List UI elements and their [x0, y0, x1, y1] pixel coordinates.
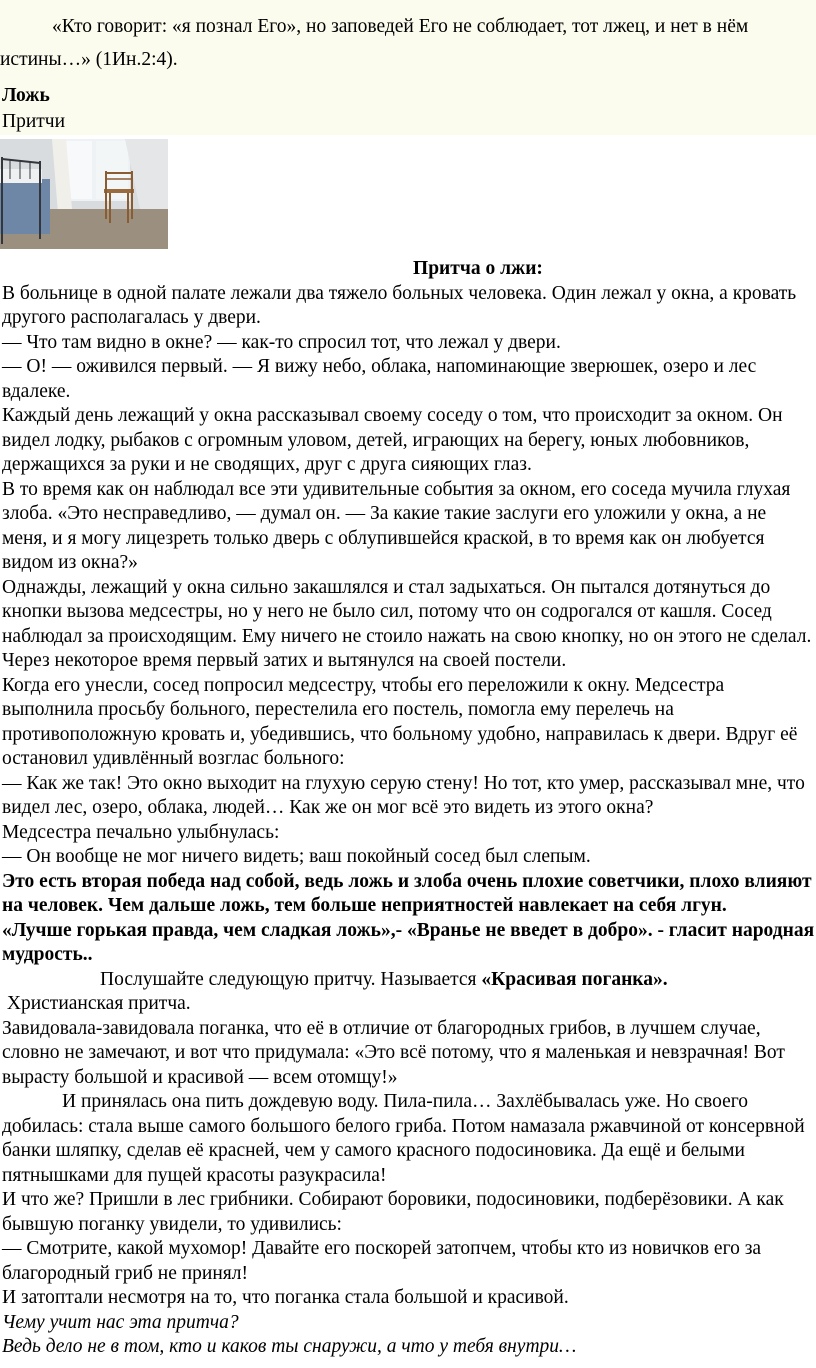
parable2-paragraph: И затоптали несмотря на то, что поганка стала большой и красивой.: [2, 1287, 569, 1308]
parable2-paragraph: Завидовала-завидовала поганка, что её в отличие от благородных грибов, в лучшем случае, словно не замечают, и вот что придумала: «Это всё потому, что я маленькая и невзрачная! Вот вырасту большой и красивой — всем отомщу!»: [2, 1017, 785, 1088]
heading-lie: Ложь: [2, 85, 50, 106]
parable1-paragraph: Когда его унесли, сосед попросил медсестру, чтобы его переложили к окну. Медсестра выполнила просьбу больного, перестелила его постель, помогла ему перелечь на противоположную кровать и, убедившись, что больному удобно, направилась к двери. Вдруг её остановил удивлённый возглас больного:: [2, 674, 798, 769]
parable2-intro: [0, 968, 816, 993]
parable1-moral: Это есть вторая победа над собой, ведь ложь и злоба очень плохие советчики, плохо влияют на человек. Чем дальше ложь, тем больше неприятностей навлекает на себя лгун.: [2, 870, 812, 916]
parable1-paragraph: — Как же так! Это окно выходит на глухую серую стену! Но тот, кто умер, рассказывал мне, что видел лес, озеро, облака, людей… Как же он мог всё это видеть из этого окна?: [2, 772, 805, 818]
folk-proverb: «Лучше горькая правда, чем сладкая ложь»,- «Вранье не введет в добро». - гласит народная мудрость..: [2, 919, 815, 965]
parable1-paragraph: Однажды, лежащий у окна сильно закашлялся и стал задыхаться. Он пытался дотянуться до кнопки вызова медсестры, но у него не было сил, потому что он содрогался от кашля. Сосед наблюдал за происходящим. Ему ничего не стоило нажать на свою кнопку, но он этого не сделал.: [2, 576, 812, 647]
epigraph-block: [0, 0, 816, 135]
parable2-paragraph: И принялась она пить дождевую воду. Пила-пила… Захлёбывалась уже. Но своего добилась: стала выше самого большого белого гриба. Потом намазала ржавчиной от консервной банки шляпку, сделав её красней, чем у самого красного подосиновика. Да ещё и белыми пятнышками для пущей красоты разукрасила!: [2, 1091, 805, 1186]
parable1-paragraph: — Он вообще не мог ничего видеть; ваш покойный сосед был слепым.: [2, 846, 591, 867]
parable2-body: [0, 968, 816, 1360]
parable2-subtitle: Христианская притча.: [2, 993, 191, 1014]
category-label: Притчи: [2, 111, 66, 132]
parable2-question: Чему учит нас эта притча?: [2, 1311, 239, 1333]
parable1-paragraph: В больнице в одной палате лежали два тяжело больных человека. Один лежал у окна, а кровать другого располагалась у двери.: [2, 282, 797, 328]
parable1-paragraph: Медсестра печально улыбнулась:: [2, 821, 280, 843]
hospital-room-illustration: [0, 139, 168, 249]
parable2-title: «Красивая поганка».: [481, 968, 668, 990]
parable1-paragraph: Каждый день лежащий у окна рассказывал своему соседу о том, что происходит за окном. Он видел лодку, рыбаков с огромным уловом, детей, играющих на берегу, юных любовников, держащихся за руки и не сводящих, друг с друга сияющих глаз.: [2, 405, 783, 475]
parable2-answer: Ведь дело не в том, кто и каков ты снаружи, а что у тебя внутри…: [2, 1336, 577, 1357]
parable1-title: Притча о лжи:: [413, 258, 543, 279]
parable1-paragraph: — Что там видно в окне? — как-то спросил тот, что лежал у двери.: [2, 331, 561, 353]
parable2-paragraph: — Смотрите, какой мухомор! Давайте его поскорей затопчем, чтобы кто из новичков его за благородный гриб не принял!: [2, 1238, 762, 1284]
parable2-intro-text: Послушайте следующую притчу. Называется: [100, 968, 482, 990]
epigraph-quote: «Кто говорит: «я познал Его», но заповедей Его не соблюдает, тот лжец, и нет в нём истины…» (1Ин.2:4).: [0, 16, 749, 70]
parable1-paragraph: В то время как он наблюдал все эти удивительные события за окном, его соседа мучила глухая злоба. «Это несправедливо, — думал он. — За какие такие заслуги его уложили у окна, а не меня, и я могу лицезреть только дверь с облупившейся краской, в то время как он любуется видом из окна?»: [2, 478, 791, 573]
parable1-paragraph: — О! — оживился первый. — Я вижу небо, облака, напоминающие зверюшек, озеро и лес вдалеке.: [2, 356, 757, 402]
parable2-paragraph: И что же? Пришли в лес грибники. Собирают боровики, подосиновики, подберёзовики. А как бывшую поганку увидели, то удивились:: [2, 1189, 784, 1235]
parable1-body: [0, 282, 816, 968]
parable1-paragraph: Через некоторое время первый затих и вытянулся на своей постели.: [2, 650, 567, 671]
